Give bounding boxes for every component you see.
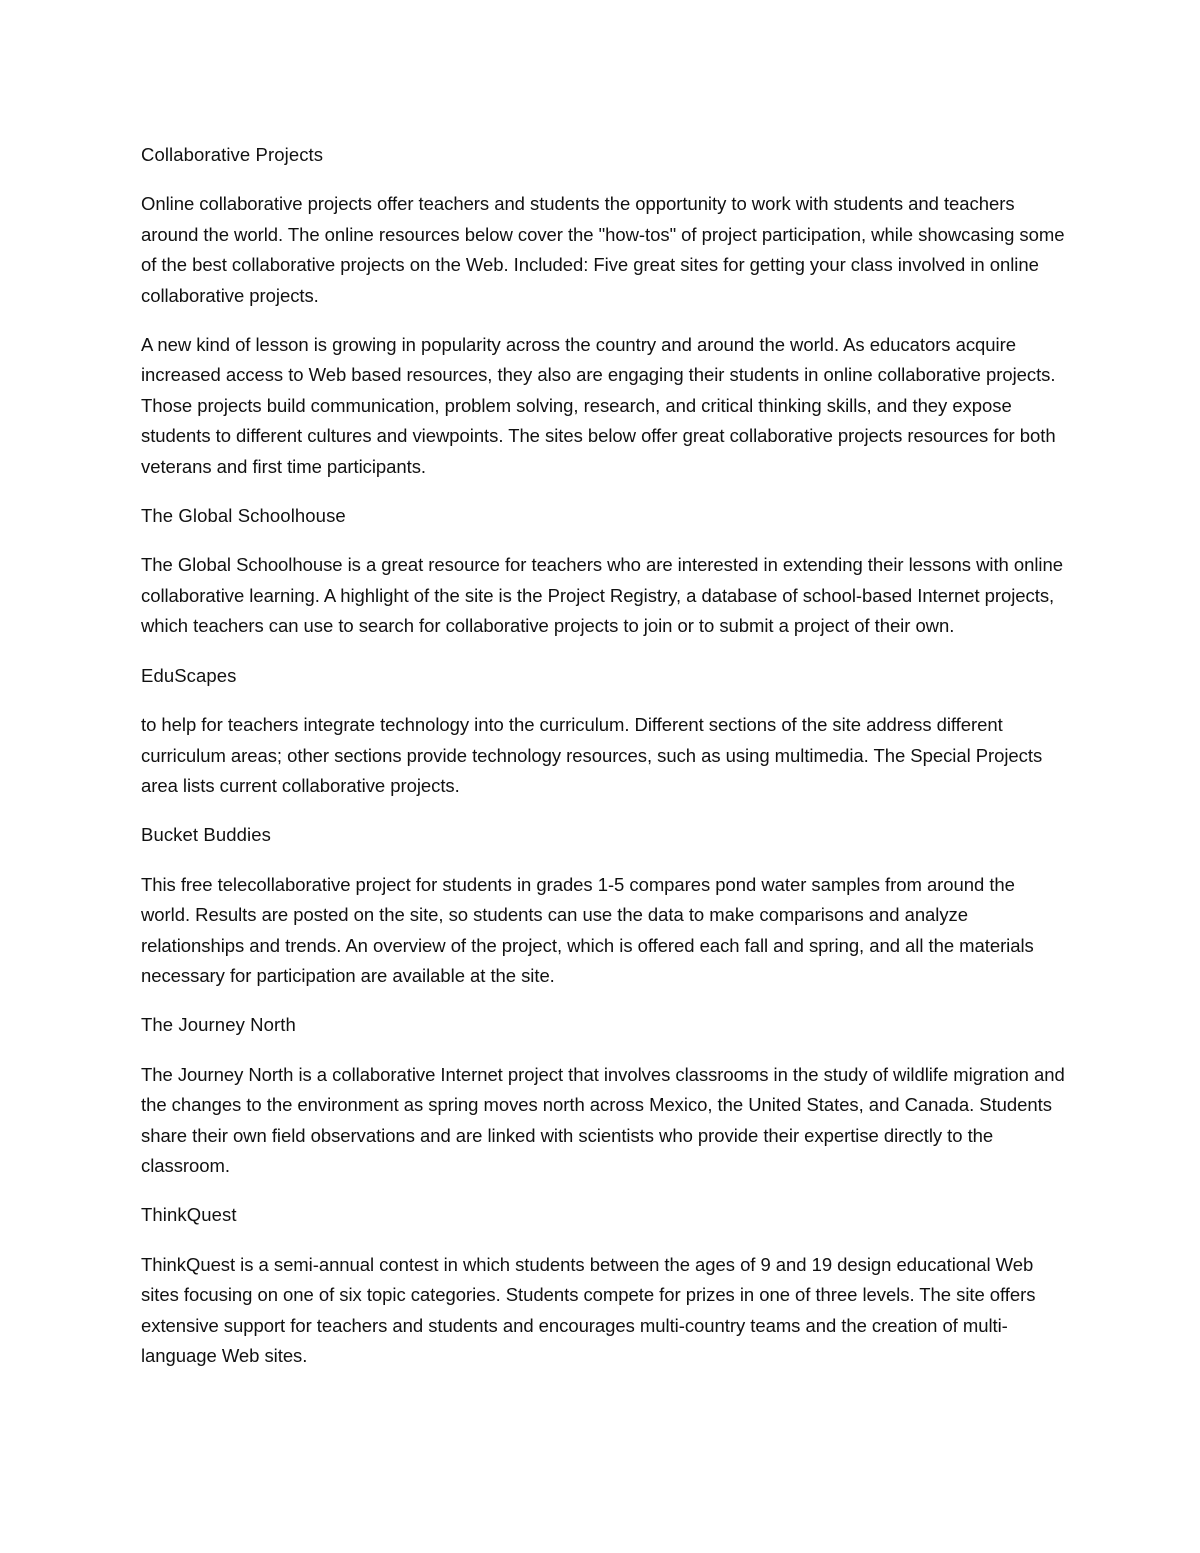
section-heading-eduscapes: EduScapes: [141, 664, 237, 686]
section-body-thinkquest: ThinkQuest is a semi-annual contest in which students between the ages of 9 and 19 design educational Web sites focusing on one of six topic categories. Students compete for prizes in one of three levels. The site offers extensive support for teachers and students and encourages multi-country teams and the creation of multi-language Web sites.: [141, 1253, 1036, 1366]
section-body-global-schoolhouse: The Global Schoolhouse is a great resource for teachers who are interested in extending their lessons with online collaborative learning. A highlight of the site is the Project Registry, a database of school-based Internet projects, which teachers can use to search for collaborative projects to join or to submit a project of their own.: [141, 554, 1063, 637]
section-heading-global-schoolhouse: The Global Schoolhouse: [141, 505, 346, 527]
section-heading-thinkquest: ThinkQuest: [141, 1204, 237, 1226]
section-body-bucket-buddies: This free telecollaborative project for students in grades 1-5 compares pond water samples from around the world. Results are posted on the site, so students can use the data to make comparisons and analyze relationships and trends. An overview of the project, which is offered each fall and spring, and all the materials necessary for participation are available at the site.: [141, 873, 1034, 986]
document-title: Collaborative Projects: [141, 144, 324, 165]
section-body-eduscapes: to help for teachers integrate technology into the curriculum. Different sections of the site address different curriculum areas; other sections provide technology resources, such as using multimedia. The Special Projects area lists current collaborative projects.: [141, 714, 1043, 796]
overview-paragraph: A new kind of lesson is growing in popularity across the country and around the world. As educators acquire increased access to Web based resources, they also are engaging their students in online collaborative projects. Those projects build communication, problem solving, research, and critical thinking skills, and they expose students to different cultures and viewpoints. The sites below offer great collaborative projects resources for both veterans and first time participants.: [141, 334, 1056, 477]
section-heading-journey-north: The Journey North: [141, 1014, 296, 1036]
section-body-journey-north: The Journey North is a collaborative Internet project that involves classrooms in the study of wildlife migration and the changes to the environment as spring moves north across Mexico, the United States, and Canada. Students share their own field observations and are linked with scientists who provide their expertise directly to the classroom.: [141, 1063, 1065, 1176]
section-heading-bucket-buddies: Bucket Buddies: [141, 824, 271, 846]
intro-paragraph: Online collaborative projects offer teachers and students the opportunity to work with students and teachers around the world. The online resources below cover the "how-tos" of project participation, while showcasing some of the best collaborative projects on the Web. Included: Five great sites for getting your class involved in online collaborative projects.: [141, 193, 1065, 306]
document-page: [141, 140, 1066, 1390]
